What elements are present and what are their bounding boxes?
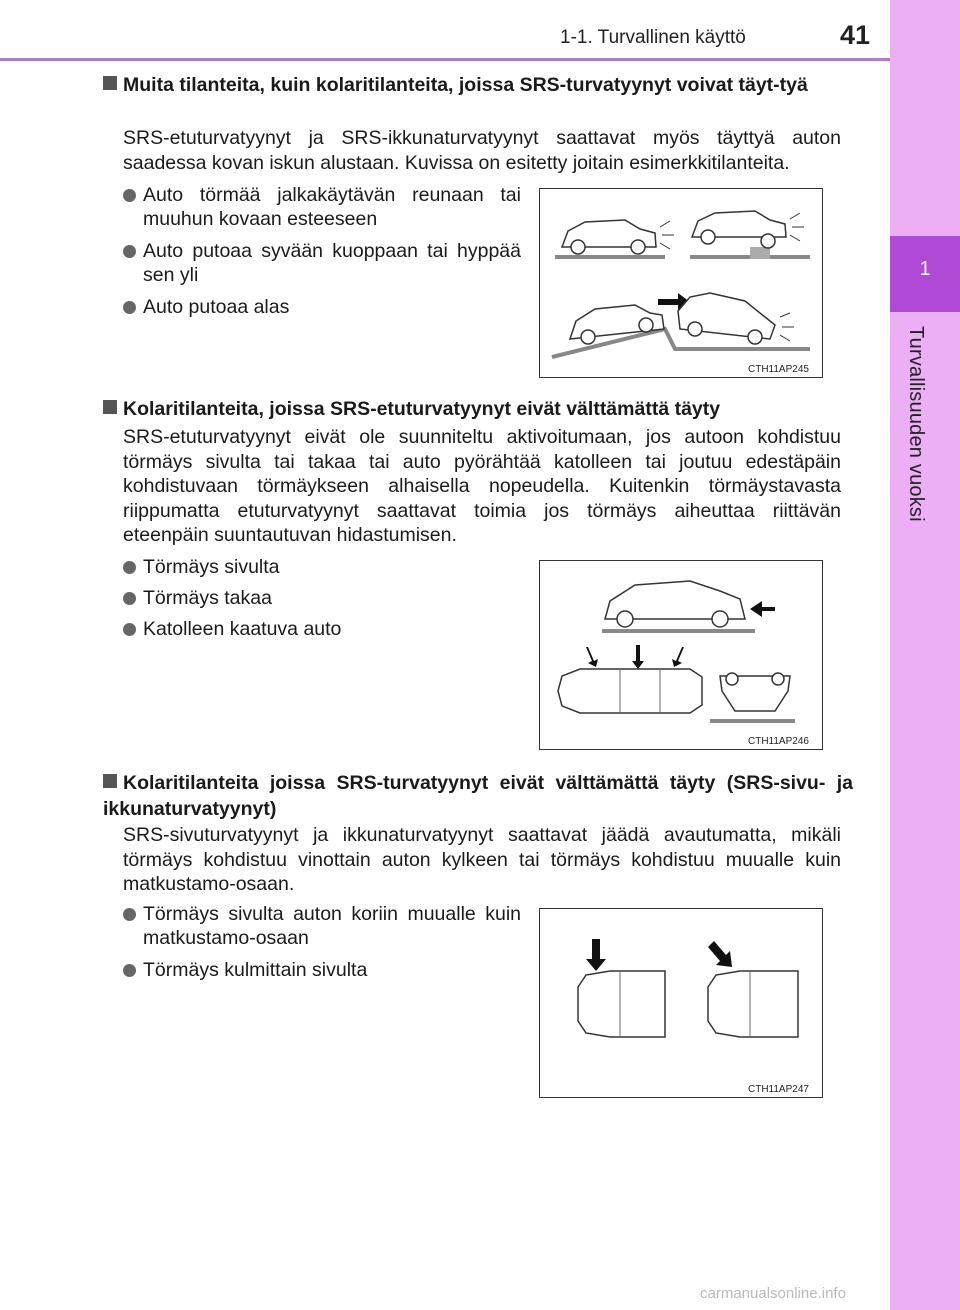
chapter-number: 1 — [919, 258, 931, 280]
page-number: 41 — [840, 20, 871, 50]
chapter-side-tab — [890, 0, 960, 1310]
section-heading-text: Kolaritilanteita joissa SRS-turvatyynyt eivät välttämättä täyty (SRS-sivu- ja ikkunaturvatyynyt) — [103, 772, 853, 820]
list-item: Auto putoaa alas — [123, 295, 521, 319]
header-rule — [0, 58, 890, 61]
round-bullet-icon — [123, 623, 136, 636]
round-bullet-icon — [123, 561, 136, 574]
section-heading-3 — [103, 770, 853, 822]
square-bullet-icon — [103, 774, 117, 788]
list-item: Katolleen kaatuva auto — [123, 617, 503, 641]
round-bullet-icon — [123, 189, 136, 202]
figure-floor-impact — [539, 188, 823, 378]
side-rear-rollover-illustration — [540, 561, 822, 749]
side-offset-impact-illustration — [540, 909, 822, 1097]
bullet-list-2 — [123, 555, 503, 641]
round-bullet-icon — [123, 908, 136, 921]
bullet-list-1 — [123, 183, 521, 319]
list-item: Auto putoaa syvään kuoppaan tai hyppää sen yli — [123, 239, 521, 287]
section-heading-text: Muita tilanteita, kuin kolaritilanteita, joissa SRS-turvatyynyt voivat täyt-tyä — [123, 74, 808, 96]
section-paragraph-1: SRS-etuturvatyynyt ja SRS-ikkunaturvatyynyt saattavat myös täyttyä auton saadessa kovan iskun alustaan. Kuvissa on esitetty joitain esimerkkitilanteita. — [123, 127, 841, 174]
section-heading-text: Kolaritilanteita, joissa SRS-etuturvatyynyt eivät välttämättä täyty — [123, 398, 721, 420]
square-bullet-icon — [103, 400, 117, 414]
list-item: Auto törmää jalkakäytävän reunaan tai muuhun kovaan esteeseen — [123, 183, 521, 231]
list-item: Törmäys kulmittain sivulta — [123, 958, 521, 982]
figure-side-rear-rollover — [539, 560, 823, 750]
round-bullet-icon — [123, 301, 136, 314]
figure-side-offset-impact — [539, 908, 823, 1098]
section-paragraph-3: SRS-sivuturvatyynyt ja ikkunaturvatyynyt saattavat jäädä avautumatta, mikäli törmäys kohdistuu vinottain auton kylkeen tai törmäys kohdistuu muualle kuin matkustamo-osaan. — [123, 824, 841, 895]
round-bullet-icon — [123, 964, 136, 977]
floor-impact-illustration — [540, 189, 822, 377]
watermark: carmanualsonline.info — [700, 1285, 846, 1302]
bullet-list-3 — [123, 902, 521, 982]
figure-code: CTH11AP247 — [748, 1084, 809, 1095]
square-bullet-icon — [103, 76, 117, 90]
chapter-label: Turvallisuuden vuoksi — [905, 326, 927, 522]
figure-code: CTH11AP245 — [748, 364, 809, 375]
figure-code: CTH11AP246 — [748, 736, 809, 747]
section-heading-2 — [103, 396, 853, 422]
round-bullet-icon — [123, 592, 136, 605]
running-header-section: 1-1. Turvallinen käyttö — [560, 27, 746, 48]
section-heading-1 — [103, 72, 853, 98]
list-item: Törmäys sivulta — [123, 555, 503, 579]
list-item: Törmäys takaa — [123, 586, 503, 610]
round-bullet-icon — [123, 245, 136, 258]
section-paragraph-2: SRS-etuturvatyynyt eivät ole suunniteltu aktivoitumaan, jos autoon kohdistuu törmäys sivulta tai takaa tai auto pyörähtää katolleen tai joutuu edestäpäin kohdistuvaan törmäykseen alhaisella nopeudella. Kuitenkin törmäystavasta riippumatta etuturvatyynyt saattavat toimia jos törmäys aiheuttaa riittävän eteenpäin suuntautuvan hidastumisen. — [123, 426, 841, 546]
list-item: Törmäys sivulta auton koriin muualle kuin matkustamo-osaan — [123, 902, 521, 950]
